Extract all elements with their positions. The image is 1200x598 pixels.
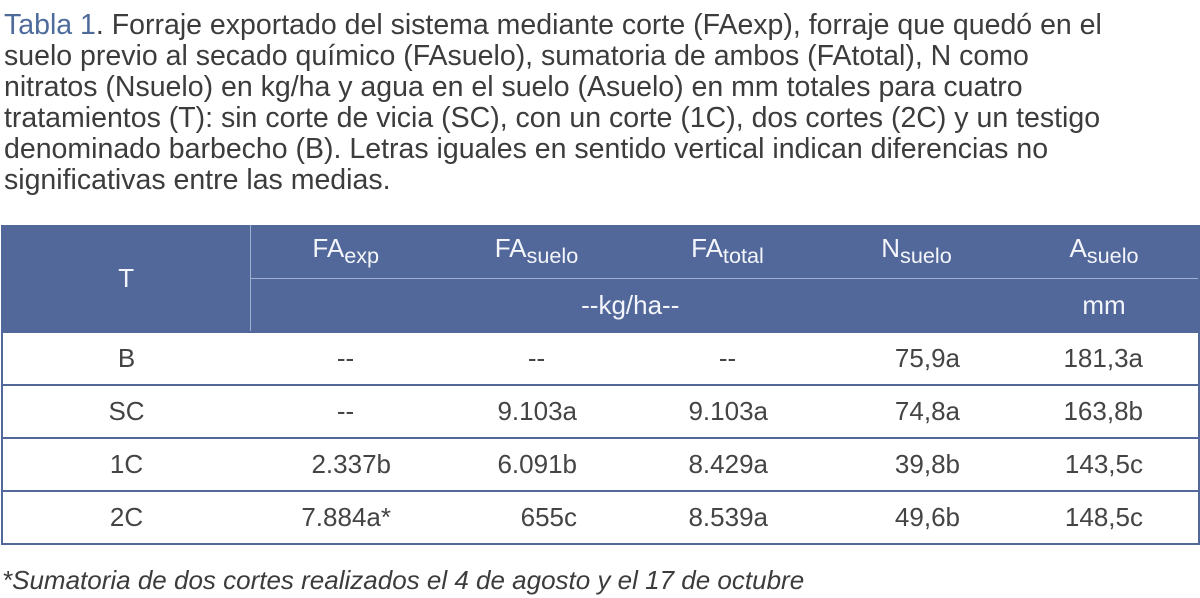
table-row (2, 491, 1199, 544)
cell-fatotal: 9.103a (632, 385, 823, 438)
table-row (2, 438, 1199, 491)
cell-t: SC (2, 385, 250, 438)
caption-line-5: denominado barbecho (B). Letras iguales en sentido vertical indican diferencias no (4, 133, 1049, 165)
header-faexp: $FA_{exp}$ (250, 225, 441, 279)
caption-line-6: significativas entre las medias. (4, 164, 391, 196)
header-row (2, 225, 1199, 279)
cell-faexp: 7.884a* (250, 491, 441, 544)
cell-nsuelo: 75,9a (823, 332, 1010, 385)
caption-line-1 (4, 10, 1196, 41)
header-fatotal: $FA_{total}$ (632, 225, 823, 279)
cell-fasuelo: -- (441, 332, 632, 385)
header-fasuelo: $FA_{suelo}$ (441, 225, 632, 279)
cell-asuelo: 143,5c (1010, 438, 1199, 491)
cell-t: 1C (2, 438, 250, 491)
cell-asuelo: 148,5c (1010, 491, 1199, 544)
cell-t: B (2, 332, 250, 385)
cell-nsuelo: 74,8a (823, 385, 1010, 438)
cell-asuelo: 163,8b (1010, 385, 1199, 438)
table-row (2, 385, 1199, 438)
unit-mm: mm (1010, 279, 1199, 333)
cell-nsuelo: 49,6b (823, 491, 1010, 544)
cell-t: 2C (2, 491, 250, 544)
cell-nsuelo: 39,8b (823, 438, 1010, 491)
table-caption (4, 10, 1196, 196)
caption-line-4: tratamientos (T): sin corte de vicia (SC), con un corte (1C), dos cortes (2C) y un testigo (4, 102, 1101, 134)
cell-fatotal: 8.539a (632, 491, 823, 544)
cell-fatotal: 8.429a (632, 438, 823, 491)
header-nsuelo: $N_{suelo}$ (823, 225, 1010, 279)
footnote: *Sumatoria de dos cortes realizados el 4 de agosto y el 17 de octubre (2, 565, 805, 595)
cell-asuelo: 181,3a (1010, 332, 1199, 385)
data-table (1, 225, 1200, 545)
unit-kg-ha: --kg/ha-- (250, 279, 1010, 333)
header-t: T (2, 225, 250, 332)
table-label: Tabla 1 (4, 9, 96, 41)
caption-line-3: nitratos (Nsuelo) en kg/ha y agua en el suelo (Asuelo) en mm totales para cuatro (4, 71, 1023, 103)
cell-faexp: 2.337b (250, 438, 441, 491)
header-asuelo: $A_{suelo}$ (1010, 225, 1199, 279)
cell-fatotal: -- (632, 332, 823, 385)
caption-line-2: suelo previo al secado químico (FAsuelo), sumatoria de ambos (FAtotal), N como (4, 40, 1029, 72)
cell-faexp: -- (250, 385, 441, 438)
cell-faexp: -- (250, 332, 441, 385)
cell-fasuelo: 655c (441, 491, 632, 544)
table-row (2, 332, 1199, 385)
cell-fasuelo: 6.091b (441, 438, 632, 491)
caption-text-1: . Forraje exportado del sistema mediante corte (FAexp), forraje que quedó en el (95, 9, 1102, 41)
cell-fasuelo: 9.103a (441, 385, 632, 438)
